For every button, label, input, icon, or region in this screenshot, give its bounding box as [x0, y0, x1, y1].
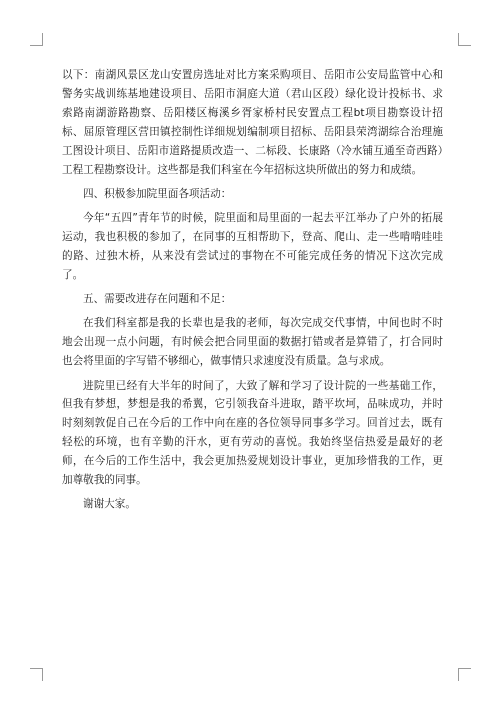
crop-mark-bottom-left	[30, 668, 43, 681]
document-body	[62, 66, 443, 514]
crop-mark-bottom-right	[458, 668, 471, 681]
section-heading-activities: 四、积极参加院里面各项活动：	[83, 187, 232, 200]
paragraph-youth-day: 今年“五四”青年节的时候，院里面和局里面的一起去平江举办了户外的拓展运动，我也积极的参加了，在同事的互相帮助下，登高、爬山、走一些啃啃哇哇的路、过独木桥，从来没有尝试过的事物在不可能完成任务的情况下这次完成了。	[62, 212, 443, 281]
paragraph-project-list: 以下：南湖风景区龙山安置房选址对比方案采购项目、岳阳市公安局监管中心和警务实战训练基地建设项目、岳阳市洞庭大道（君山区段）绿化设计投标书、求索路南湖游路勘察、岳阳楼区梅溪乡胥家桥村民安置点工程bt项目勘察设计招标、屈原管理区营田镇控制性详细规划编制项目招标、岳阳县荣湾湖综合治理施工图设计项目、岳阳市道路提质改造一、二标段、长康路（冷水铺互通至奇西路）工程工程勘察设计。这些都是我们科室在今年招标这块所做出的努力和成绩。	[62, 69, 443, 176]
paragraph-thanks: 谢谢大家。	[83, 498, 136, 511]
paragraph-reflection: 进院里已经有大半年的时间了，大致了解和学习了设计院的一些基础工作，但我有梦想，梦想是我的希翼，它引领我奋斗进取，踏平坎坷，品味成功，并时时刻刻敦促自己在今后的工作中向在座的各位领导同事多学习。回首过去，既有轻松的环境，也有辛勤的汗水，更有劳动的喜悦。我始终坚信热爱是最好的老师，在今后的工作生活中，我会更加热爱规划设计事业，更加珍惜我的工作，更加尊敬我的同事。	[62, 379, 443, 487]
section-heading-improvements: 五、需要改进存在问题和不足：	[83, 293, 232, 306]
crop-mark-top-left	[30, 33, 43, 46]
crop-mark-top-right	[458, 33, 471, 46]
paragraph-problems: 在我们科室都是我的长辈也是我的老师，每次完成交代事情，中间也时不时地会出现一点小问题，有时候会把合同里面的数据打错或者是算错了，打合同时也会将里面的字写错不够细心，做事情只求速度没有质量。急与求成。	[62, 317, 443, 368]
